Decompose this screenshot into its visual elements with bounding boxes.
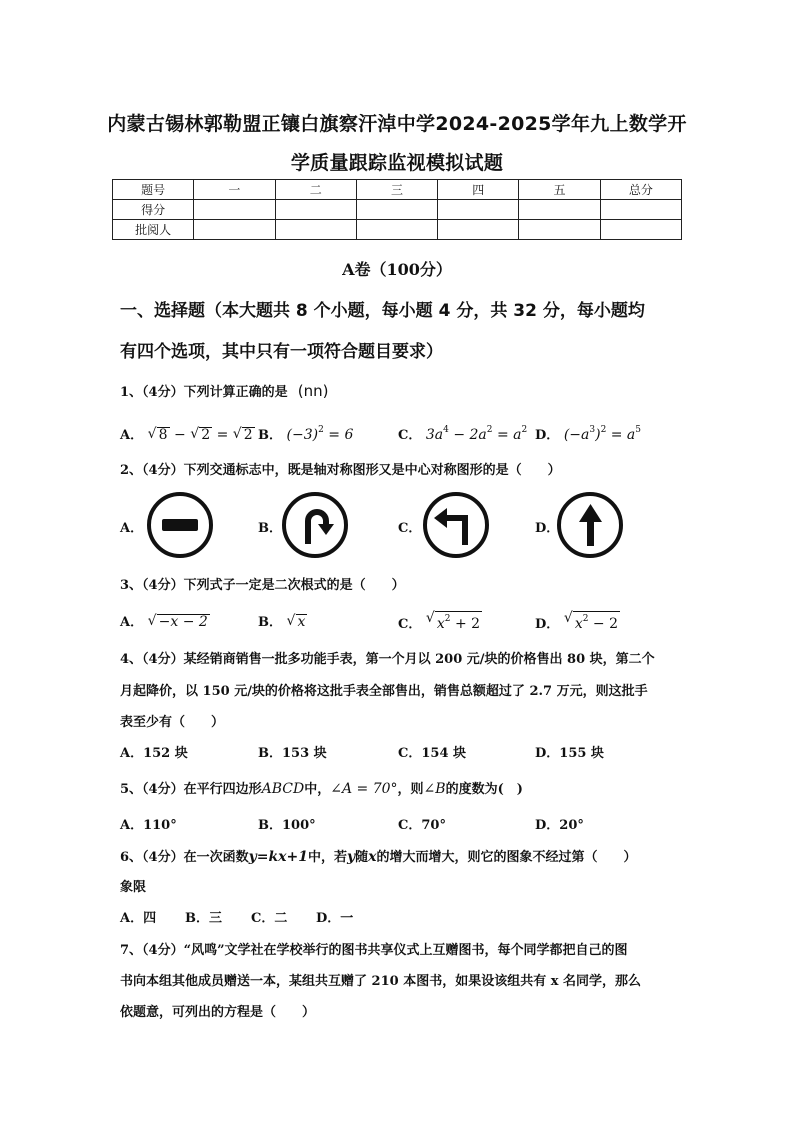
option-b-expression: √ x xyxy=(286,613,306,630)
score-header-cell: 题号 xyxy=(113,180,194,200)
score-cell xyxy=(600,200,681,220)
question-3-option-a: A． √ −x − 2 xyxy=(120,613,208,630)
option-d-expression: $(-a^3)^2 = a^5$ xyxy=(563,425,642,443)
question-1-option-c: C． $3a^4 - 2a^2 = a^2$ xyxy=(398,425,528,443)
score-cell xyxy=(438,220,519,240)
question-1-option-a: A． √ 8 − √ 2 = √ 2 xyxy=(120,426,253,443)
score-header-cell: 五 xyxy=(519,180,600,200)
score-table-header-row xyxy=(113,180,682,200)
option-a-expression: √ 8 − √ 2 = √ 2 xyxy=(147,426,253,443)
score-header-cell: 二 xyxy=(275,180,356,200)
question-4-line-2: 月起降价，以 150 元/块的价格将这批手表全部售出，销售总额超过了 2.7 万元，则这批手 xyxy=(120,684,648,699)
score-header-cell: 三 xyxy=(356,180,437,200)
question-6-stem: 6、（4分）在一次函数y=kx+1中，若y随x的增大而增大，则它的图象不经过第（ ） xyxy=(120,849,637,865)
question-5-option-d: D．20° xyxy=(535,818,584,833)
score-cell xyxy=(519,220,600,240)
question-3-option-b: B． √ x xyxy=(258,613,306,630)
question-7-line-1: 7、（4分）“风鸣”文学社在学校举行的图书共享仪式上互赠图书，每个同学都把自己的图 xyxy=(120,943,628,958)
score-table xyxy=(112,179,682,240)
question-6-option-b: B．三 xyxy=(185,911,222,926)
u-turn-sign-icon xyxy=(280,490,350,560)
score-header-cell: 一 xyxy=(194,180,275,200)
option-c-expression: √ $x^2 + 2$ xyxy=(425,610,481,632)
question-6-option-c: C．二 xyxy=(251,911,288,926)
score-header-cell: 总分 xyxy=(600,180,681,200)
question-1-option-b: B． $(-3)^2 = 6$ xyxy=(258,425,354,443)
question-2-option-c-label: C． xyxy=(398,521,422,536)
question-2-option-a-label: A． xyxy=(120,521,144,536)
option-b-expression: $(-3)^2 = 6$ xyxy=(286,425,354,443)
question-6-option-a: A．四 xyxy=(120,911,157,926)
score-cell xyxy=(356,220,437,240)
question-7-line-3: 依题意，可列出的方程是（ ） xyxy=(120,1005,316,1020)
question-2-stem: 2、（4分）下列交通标志中，既是轴对称图形又是中心对称图形的是（ ） xyxy=(120,463,561,478)
score-table-row xyxy=(113,220,682,240)
question-4-option-c: C．154 块 xyxy=(398,746,467,761)
no-entry-sign-icon xyxy=(145,490,215,560)
score-cell xyxy=(519,200,600,220)
score-cell xyxy=(438,200,519,220)
question-7-line-2: 书向本组其他成员赠送一本，某组共互赠了 210 本图书，如果设该组共有 x 名同学，那么 xyxy=(120,974,641,989)
score-row-label: 得分 xyxy=(113,200,194,220)
question-1-stem: 1、（4分）下列计算正确的是 (nn) xyxy=(120,382,329,400)
question-1-option-d: D． $(-a^3)^2 = a^5$ xyxy=(535,425,642,443)
question-3-stem: 3、（4分）下列式子一定是二次根式的是（ ） xyxy=(120,578,405,593)
question-4-option-a: A．152 块 xyxy=(120,746,188,761)
question-3-option-d: D． √ $x^2 - 2$ xyxy=(535,610,618,632)
title-line-2: 学质量跟踪监视模拟试题 xyxy=(290,152,504,174)
paper-section-a: A卷（100分） xyxy=(342,260,452,279)
question-3-option-c: C． √ $x^2 + 2$ xyxy=(398,610,481,632)
question-4-option-b: B．153 块 xyxy=(258,746,327,761)
option-c-expression: $3a^4 - 2a^2 = a^2$ xyxy=(425,425,528,443)
question-4-option-d: D．155 块 xyxy=(535,746,604,761)
question-2-option-b-label: B． xyxy=(258,521,282,536)
score-header-cell: 四 xyxy=(438,180,519,200)
question-4-line-1: 4、（4分）某经销商销售一批多功能手表，第一个月以 200 元/块的价格售出 80 块，第二个 xyxy=(120,652,655,667)
question-2-option-d-label: D． xyxy=(535,521,560,536)
score-cell xyxy=(600,220,681,240)
question-5-option-c: C．70° xyxy=(398,818,446,833)
section-heading-line-2: 有四个选项，其中只有一项符合题目要求） xyxy=(120,342,443,362)
straight-ahead-sign-icon xyxy=(555,490,625,560)
option-d-expression: √ $x^2 - 2$ xyxy=(563,610,618,632)
score-cell xyxy=(356,200,437,220)
section-heading-line-1: 一、选择题（本大题共 8 个小题，每小题 4 分，共 32 分，每小题均 xyxy=(120,301,645,321)
question-5-stem: 5、（4分）在平行四边形ABCD中，∠A = 70°，则∠B的度数为( ) xyxy=(120,781,523,797)
title-line-1: 内蒙古锡林郭勒盟正镶白旗察汗淖中学2024-2025学年九上数学开 xyxy=(107,113,687,135)
left-turn-sign-icon xyxy=(421,490,491,560)
question-5-option-b: B．100° xyxy=(258,818,316,833)
score-cell xyxy=(194,200,275,220)
score-cell xyxy=(275,200,356,220)
blank-paren: (nn) xyxy=(297,382,329,400)
question-5-option-a: A．110° xyxy=(120,818,177,833)
score-row-label: 批阅人 xyxy=(113,220,194,240)
score-cell xyxy=(194,220,275,240)
score-cell xyxy=(275,220,356,240)
question-6-line-2: 象限 xyxy=(120,880,147,895)
question-6-option-d: D．一 xyxy=(316,911,354,926)
score-table-row xyxy=(113,200,682,220)
option-a-expression: √ −x − 2 xyxy=(147,613,208,630)
question-4-line-3: 表至少有（ ） xyxy=(120,715,225,730)
